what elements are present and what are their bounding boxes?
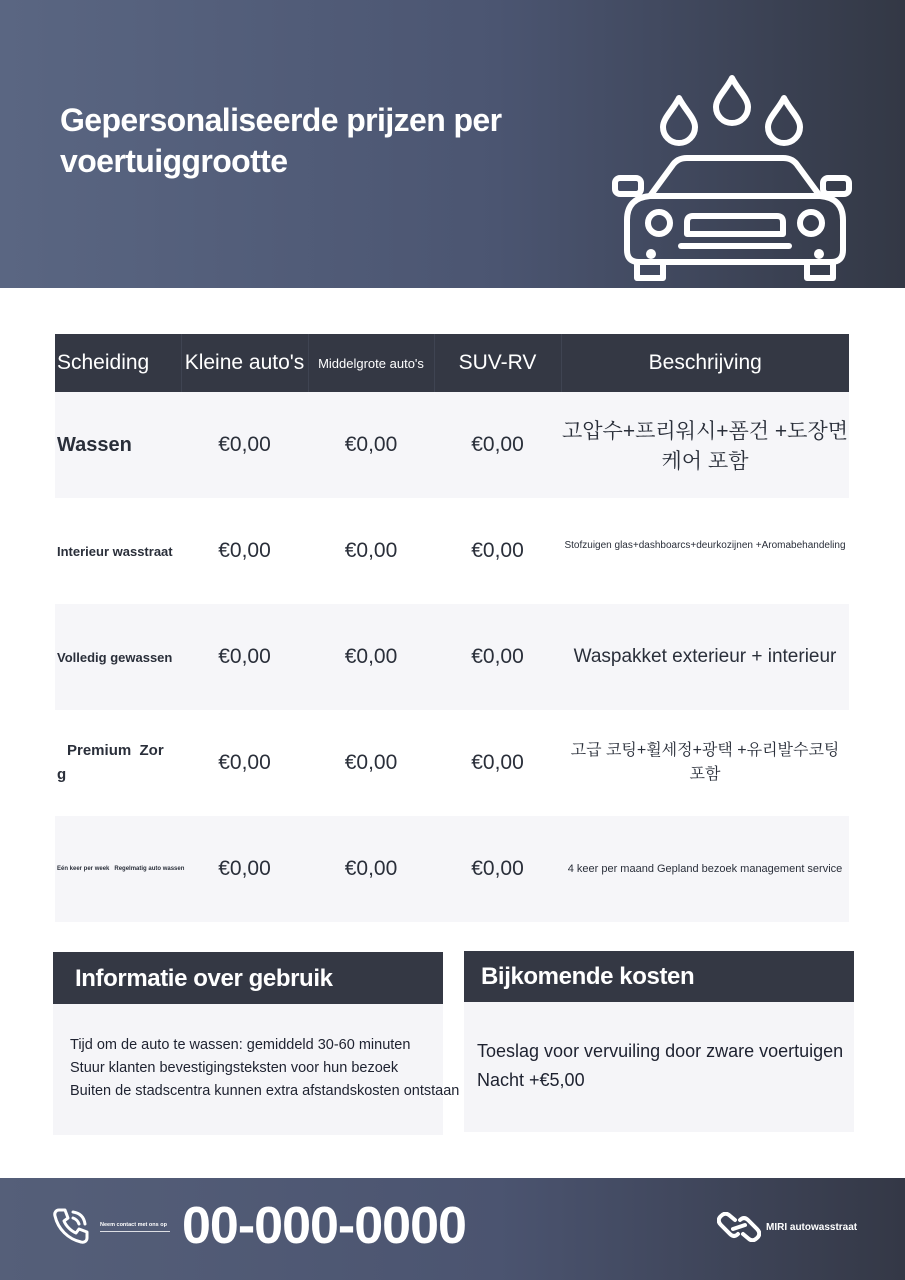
table-row	[55, 498, 849, 604]
service-description: 4 keer per maand Gepland bezoek management service	[561, 816, 849, 922]
page-title: Gepersonaliseerde prijzen per voertuiggrootte	[60, 102, 502, 179]
usage-info-body	[53, 1004, 460, 1135]
price-suv: €0,00	[434, 604, 561, 710]
table-row	[55, 604, 849, 710]
column-header-suv-rv: SUV-RV	[434, 334, 561, 392]
extra-costs-line: Toeslag voor vervuiling door zware voertuigen	[477, 1041, 844, 1061]
price-small: €0,00	[181, 816, 308, 922]
price-small: €0,00	[218, 539, 271, 562]
column-header-small-cars: Kleine auto's	[181, 334, 308, 392]
service-name-line: Premium Zor	[67, 742, 164, 759]
column-header-category: Scheiding	[55, 334, 181, 392]
service-name: Eén keer per week Regelmatig auto wassen	[55, 816, 181, 922]
price-suv: €0,00	[434, 392, 561, 498]
table-row	[55, 392, 849, 498]
price-table	[55, 334, 849, 922]
service-description: 고급 코팅+휠세정+광택 +유리발수코팅포함	[570, 742, 840, 783]
service-description: Waspakket exterieur + interieur	[561, 604, 849, 710]
service-name	[55, 710, 181, 816]
extra-costs-title: Bijkomende kosten	[464, 951, 854, 1002]
extra-costs-body	[464, 1002, 854, 1132]
usage-info-line: Buiten de stadscentra kunnen extra afstandskosten ontstaan	[70, 1083, 460, 1099]
price-medium: €0,00	[308, 604, 434, 710]
usage-info-box	[53, 952, 460, 1135]
price-medium: €0,00	[308, 392, 434, 498]
usage-info-line: Stuur klanten bevestigingsteksten voor hun bezoek	[70, 1060, 399, 1076]
brand-logo-icon	[717, 1212, 761, 1242]
column-header-description: Beschrijving	[561, 334, 849, 392]
extra-costs-line: Nacht +€5,00	[477, 1070, 585, 1090]
column-header-medium-cars: Middelgrote auto's	[308, 334, 434, 392]
service-name: Volledig gewassen	[55, 604, 181, 710]
price-medium: €0,00	[308, 816, 434, 922]
table-header-row	[55, 334, 849, 392]
footer	[0, 1178, 905, 1280]
price-suv: €0,00	[471, 539, 524, 562]
price-small: €0,00	[218, 751, 271, 774]
table-row	[55, 816, 849, 922]
contact-label: Neem contact met ons op	[100, 1222, 167, 1228]
phone-icon	[51, 1206, 91, 1246]
service-description: Stofzuigen glas+dashboarcs+deurkozijnen +Aromabehandeling	[564, 539, 846, 551]
price-medium: €0,00	[344, 751, 398, 774]
header-banner	[0, 0, 905, 288]
service-description: 고압수+프리워시+폼건 +도장면케어 포함	[561, 392, 849, 498]
extra-costs-box	[464, 951, 854, 1132]
service-name-line: g	[57, 766, 67, 783]
service-name: Wassen	[55, 392, 181, 498]
price-medium: €0,00	[344, 539, 398, 562]
brand-name: MIRI autowasstraat	[766, 1222, 858, 1233]
usage-info-title: Informatie over gebruik	[53, 952, 443, 1004]
price-suv: €0,00	[434, 816, 561, 922]
usage-info-line: Tijd om de auto te wassen: gemiddeld 30-60 minuten	[70, 1037, 411, 1053]
service-name: Interieur wasstraat	[57, 543, 173, 559]
car-wash-icon	[605, 70, 865, 290]
table-row	[55, 710, 849, 816]
price-small: €0,00	[181, 604, 308, 710]
price-small: €0,00	[181, 392, 308, 498]
price-suv: €0,00	[471, 751, 524, 774]
phone-number[interactable]: 00-000-0000	[182, 1197, 466, 1255]
